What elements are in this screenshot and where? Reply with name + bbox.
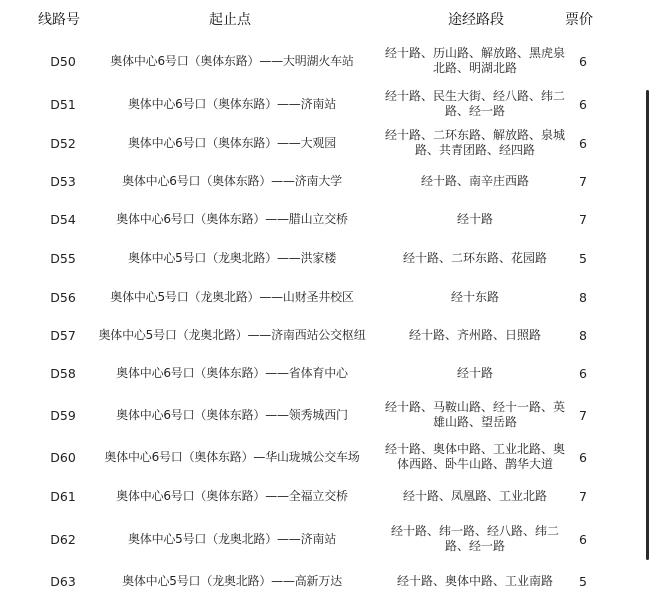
via-roads-cell: 经十路、民生大街、经八路、纬二路、经一路	[384, 89, 565, 118]
fare-cell: 5	[579, 573, 587, 589]
route-number-cell: D61	[50, 488, 76, 504]
route-number-cell: D50	[50, 53, 76, 69]
table-row	[0, 278, 650, 316]
header-start-end: 起止点	[209, 12, 251, 28]
fare-cell: 6	[579, 531, 587, 547]
route-number-cell: D59	[50, 407, 76, 423]
table-row	[0, 562, 650, 600]
table-row	[0, 84, 650, 124]
fare-cell: 8	[579, 327, 587, 343]
via-roads-cell: 经十路	[456, 365, 493, 380]
fare-cell: 6	[579, 53, 587, 69]
via-roads-cell: 经十路、历山路、解放路、黑虎泉北路、明湖北路	[384, 46, 565, 75]
table-row	[0, 124, 650, 162]
start-end-cell: 奥体中心6号口（奥体东路）——省体育中心	[116, 365, 348, 380]
via-roads-cell: 经十路、纬一路、经八路、纬二路、经一路	[390, 524, 559, 553]
via-roads-cell: 经十路、凤凰路、工业北路	[402, 488, 547, 503]
start-end-cell: 奥体中心6号口（奥体东路）——大明湖火车站	[110, 53, 354, 68]
start-end-cell: 奥体中心6号口（奥体东路）——领秀城西门	[116, 407, 348, 422]
start-end-cell: 奥体中心5号口（龙奥北路）——济南站	[127, 531, 337, 546]
fare-cell: 6	[579, 449, 587, 465]
via-roads-cell: 经十路、二环东路、解放路、泉城路、共青团路、经四路	[384, 128, 565, 157]
header-via-roads: 途经路段	[448, 12, 504, 28]
route-number-cell: D53	[50, 173, 76, 189]
fare-cell: 6	[579, 96, 587, 112]
table-row	[0, 38, 650, 84]
via-roads-cell: 经十东路	[450, 289, 499, 304]
table-row	[0, 392, 650, 438]
via-roads-cell: 经十路、南辛庄西路	[420, 173, 529, 188]
via-roads-cell: 经十路、马鞍山路、经十一路、英雄山路、望岳路	[384, 400, 565, 429]
route-number-cell: D57	[50, 327, 76, 343]
fare-cell: 6	[579, 365, 587, 381]
header-route-number: 线路号	[38, 12, 80, 28]
header-fare: 票价	[565, 12, 593, 28]
table-row	[0, 200, 650, 238]
table-row	[0, 162, 650, 200]
route-number-cell: D52	[50, 135, 76, 151]
table-header	[0, 0, 650, 36]
fare-cell: 7	[579, 211, 587, 227]
start-end-cell: 奥体中心6号口（奥体东路）——济南大学	[122, 173, 342, 188]
start-end-cell: 奥体中心5号口（龙奥北路）——山财圣井校区	[110, 289, 354, 304]
fare-cell: 6	[579, 135, 587, 151]
fare-cell: 7	[579, 407, 587, 423]
fare-cell: 7	[579, 173, 587, 189]
fare-cell: 8	[579, 289, 587, 305]
route-number-cell: D62	[50, 531, 76, 547]
vertical-scrollbar[interactable]	[645, 90, 650, 560]
start-end-cell: 奥体中心6号口（奥体东路）——腊山立交桥	[116, 211, 348, 226]
table-row	[0, 438, 650, 476]
via-roads-cell: 经十路	[456, 211, 493, 226]
table-row	[0, 238, 650, 278]
via-roads-cell: 经十路、二环东路、花园路	[402, 250, 547, 265]
route-number-cell: D55	[50, 250, 76, 266]
via-roads-cell: 经十路、奥体中路、工业南路	[396, 573, 553, 588]
start-end-cell: 奥体中心5号口（龙奥北路）——高新万达	[122, 573, 342, 588]
route-number-cell: D63	[50, 573, 76, 589]
via-roads-cell: 经十路、奥体中路、工业北路、奥体西路、卧牛山路、鹊华大道	[384, 442, 565, 471]
start-end-cell: 奥体中心6号口（奥体东路）——济南站	[127, 96, 337, 111]
table-row	[0, 476, 650, 516]
route-number-cell: D54	[50, 211, 76, 227]
start-end-cell: 奥体中心5号口（龙奥北路）——洪家楼	[127, 250, 337, 265]
table-row	[0, 316, 650, 354]
via-roads-cell: 经十路、齐州路、日照路	[408, 327, 541, 342]
fare-cell: 5	[579, 250, 587, 266]
table-row	[0, 516, 650, 562]
table-body	[0, 38, 650, 600]
scrollbar-thumb[interactable]	[646, 90, 649, 560]
fare-cell: 7	[579, 488, 587, 504]
route-number-cell: D56	[50, 289, 76, 305]
start-end-cell: 奥体中心5号口（龙奥北路）——济南西站公交枢纽	[98, 327, 366, 342]
table-row	[0, 354, 650, 392]
route-number-cell: D51	[50, 96, 76, 112]
start-end-cell: 奥体中心6号口（奥体东路）——全福立交桥	[116, 488, 348, 503]
start-end-cell: 奥体中心6号口（奥体东路）—华山珑城公交车场	[104, 449, 360, 464]
route-number-cell: D58	[50, 365, 76, 381]
start-end-cell: 奥体中心6号口（奥体东路）——大观园	[127, 135, 337, 150]
route-number-cell: D60	[50, 449, 76, 465]
